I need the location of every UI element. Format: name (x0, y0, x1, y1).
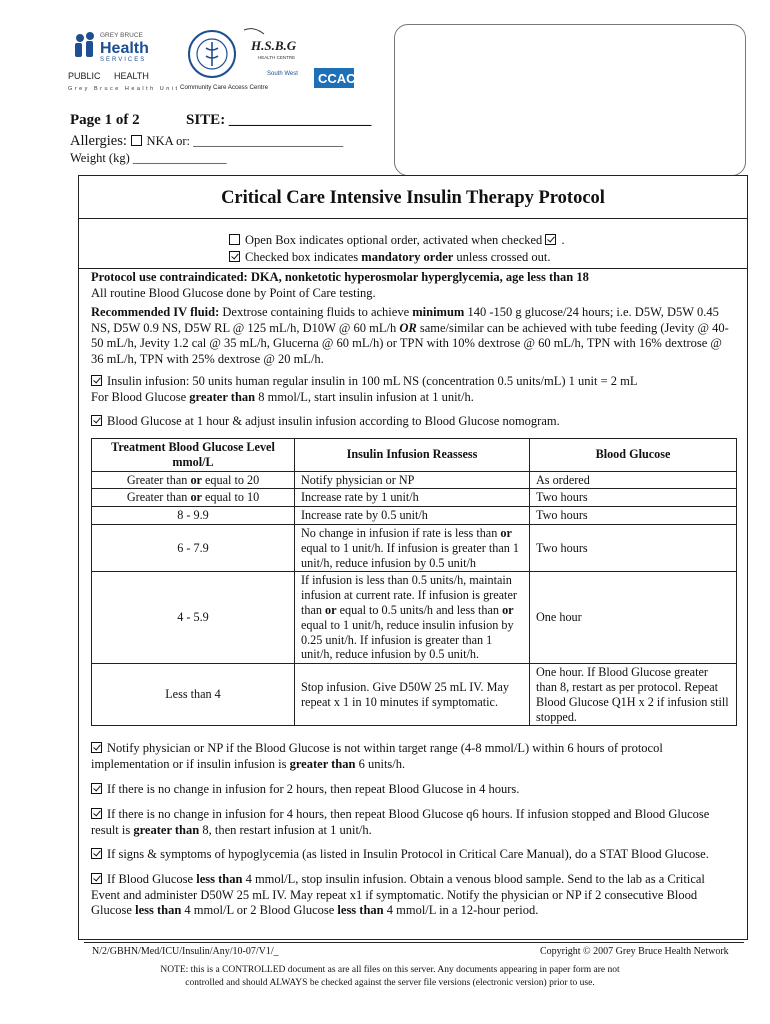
legend-open-text: Open Box indicates optional order, activated when checked (245, 233, 543, 247)
action-or: or (502, 602, 514, 617)
order-bold: less than (337, 903, 384, 917)
checked-box-icon (545, 234, 556, 245)
routine-text: All routine Blood Glucose done by Point of Care testing. (91, 285, 376, 300)
infusion-text: For Blood Glucose (91, 389, 190, 404)
svg-text:CCAC: CCAC (318, 71, 356, 86)
less-than-4-order (91, 872, 735, 919)
iv-minimum: minimum (412, 305, 465, 319)
action-text: equal to 1 unit/h, reduce insulin infusion by 0.25 unit/h. If infusion is greater than 1 unit/h, reduce infusion by 0.5 unit/h. (301, 617, 514, 662)
allergies-nka-text: NKA or: ________________________ (146, 134, 344, 148)
note-line: controlled and should ALWAYS be checked against the server file versions (electronic version) prior to use. (185, 978, 595, 988)
svg-text:H.S.B.G: H.S.B.G (251, 38, 297, 53)
level-cell: 6 - 7.9 (92, 524, 295, 571)
svg-text:HEALTH CENTRE: HEALTH CENTRE (258, 55, 296, 60)
order-text: If there is no change in infusion for 2 hours, then repeat Blood Glucose in 4 hours. (107, 782, 520, 796)
bg-cell: As ordered (530, 471, 737, 489)
hypoglycemia-order (91, 847, 735, 863)
footer-divider (84, 942, 744, 943)
table-row (92, 471, 737, 489)
level-text: Greater than (126, 490, 191, 505)
action-cell (295, 572, 530, 664)
bg-cell: One hour. If Blood Glucose greater than 8, restart as per protocol. Repeat Blood Glucose Q1H x 2 if infusion still stopped. (530, 664, 737, 726)
order-text: 4 mmol/L or 2 Blood Glucose (181, 903, 338, 917)
level-cell (92, 489, 295, 507)
action-or: or (500, 525, 512, 540)
document-code: N/2/GBHN/Med/ICU/Insulin/Any/10-07/V1/_ (92, 946, 279, 957)
table-row (92, 489, 737, 507)
bg-cell: Two hours (530, 489, 737, 507)
order-bold: less than (196, 872, 243, 886)
action-cell: Increase rate by 0.5 unit/h (295, 507, 530, 525)
table-row (92, 524, 737, 571)
allergies-label: Allergies: (70, 133, 131, 149)
checked-box-icon[interactable] (91, 375, 102, 386)
nka-checkbox[interactable] (131, 135, 142, 146)
svg-text:Grey Bruce Health Unit: Grey Bruce Health Unit (68, 86, 180, 92)
bg-hour-order (91, 414, 735, 430)
allergies-field[interactable] (70, 133, 343, 150)
col-header-infusion: Insulin Infusion Reassess (295, 439, 530, 472)
legend-checked-post: unless crossed out. (453, 250, 551, 264)
col-header-level: Treatment Blood Glucose Level mmol/L (92, 439, 295, 472)
order-bold: greater than (133, 822, 200, 837)
checked-box-icon (229, 251, 240, 262)
svg-text:HEALTH: HEALTH (114, 71, 149, 81)
controlled-document-note (100, 964, 680, 990)
logo-banner (66, 26, 366, 98)
bg-nomogram-table (91, 438, 737, 726)
legend: Open Box indicates optional order, activated when checked . Checked box indicates mandatory order unless crossed out. (229, 232, 565, 266)
page-number: Page 1 of 2 (70, 112, 140, 128)
open-box-icon (229, 234, 240, 245)
no-change-4h-order (91, 807, 735, 838)
legend-mandatory: mandatory order (361, 250, 454, 264)
checked-box-icon[interactable] (91, 873, 102, 884)
iv-text: 140 -150 g glucose/24 hours; i.e. D5W, D5W 0.45 NS, D5W 0.9 NS, D5W RL @ 125 mL/h, D10W @ 60 mL/h (91, 305, 719, 335)
patient-label-box (394, 24, 746, 176)
checked-box-icon[interactable] (91, 783, 102, 794)
svg-text:GREY BRUCE: GREY BRUCE (100, 32, 143, 39)
protocol-box (78, 175, 748, 940)
action-text: equal to 1 unit/h. If infusion is greater than 1 unit/h, reduce infusion by 0.5 unit/h (301, 540, 519, 570)
checked-box-icon[interactable] (91, 742, 102, 753)
level-cell: 8 - 9.9 (92, 507, 295, 525)
order-text: 6 units/h. (355, 756, 406, 771)
action-cell: Notify physician or NP (295, 471, 530, 489)
order-bold: less than (135, 903, 182, 917)
order-text: 8, then restart infusion at 1 unit/h. (199, 822, 372, 837)
action-cell: Stop infusion. Give D50W 25 mL IV. May repeat x 1 in 10 minutes if symptomatic. (295, 664, 530, 726)
bg-cell: Two hours (530, 524, 737, 571)
action-text: equal to 0.5 units/h and less than (336, 602, 503, 617)
level-text: Greater than (126, 472, 191, 487)
legend-divider (79, 268, 747, 269)
order-bold: greater than (289, 756, 356, 771)
iv-text: same/similar can be achieved with tube feeding (Jevity @ 40-50 mL/h, Jevity 1.2 cal @ 35 mL/h, Glucerna @ 60 mL/h) or TPN with 10% dextrose @ 60 mL/h, TPN with 16% dextrose @ 36 mL/h, TPN with 25% dextrose @ 20 mL/h. (91, 320, 729, 366)
infusion-text: Insulin infusion: 50 units human regular insulin in 100 mL NS (concentration 0.5 units/mL) 1 unit = 2 mL (107, 374, 638, 388)
col-header-bg: Blood Glucose (530, 439, 737, 472)
level-cell: Less than 4 (92, 664, 295, 726)
contraindicated-text: Protocol use contraindicated: DKA, nonketotic hyperosmolar hyperglycemia, age less than 18 (91, 270, 589, 284)
notify-order (91, 741, 735, 772)
checked-box-icon[interactable] (91, 848, 102, 859)
checked-box-icon[interactable] (91, 415, 102, 426)
svg-text:Community Care Access Centre: Community Care Access Centre (180, 84, 269, 91)
svg-text:Health: Health (100, 40, 149, 57)
table-row (92, 664, 737, 726)
level-text: equal to 20 (201, 472, 260, 487)
infusion-greater: greater than (189, 389, 256, 404)
checked-box-icon[interactable] (91, 808, 102, 819)
title-divider (79, 218, 747, 219)
level-cell: 4 - 5.9 (92, 572, 295, 664)
order-text: 4 mmol/L in a 12-hour period. (383, 903, 539, 917)
svg-text:PUBLIC: PUBLIC (68, 71, 101, 81)
level-cell (92, 471, 295, 489)
bg-cell: Two hours (530, 507, 737, 525)
order-text: If Blood Glucose (107, 872, 197, 886)
table-row (92, 572, 737, 664)
legend-checked-text: Checked box indicates (245, 250, 362, 264)
svg-text:SERVICES: SERVICES (100, 57, 147, 63)
action-or: or (325, 602, 337, 617)
order-text: 4 mmol/L, stop insulin infusion. Obtain a venous blood sample. Send to the lab as a Critical Event and administer D50W 25 mL IV. May repeat x1 if symptomatic. Notify the physician or NP if 2 consecutive Blood Glucose (91, 872, 705, 917)
action-text: No change in infusion if rate is less than (301, 525, 501, 540)
health-services-logo (66, 26, 366, 98)
iv-or: OR (399, 320, 417, 335)
action-cell (295, 524, 530, 571)
level-or: or (190, 490, 202, 505)
copyright: Copyright © 2007 Grey Bruce Health Network (540, 946, 729, 957)
iv-text: Dextrose containing fluids to achieve (219, 305, 413, 319)
iv-fluid-section (91, 305, 735, 367)
weight-field[interactable]: Weight (kg) _______________ (70, 151, 227, 165)
action-text: If infusion is less than 0.5 units/h, maintain infusion at current rate. If infusion is greater than (301, 573, 517, 617)
note-line: NOTE: this is a CONTROLLED document as are all files on this server. Any documents appearing in paper form are not (160, 965, 620, 975)
order-text: If signs & symptoms of hypoglycemia (as listed in Insulin Protocol in Critical Care Manual), do a STAT Blood Glucose. (107, 847, 709, 861)
bg-cell: One hour (530, 572, 737, 664)
action-cell: Increase rate by 1 unit/h (295, 489, 530, 507)
contraindications (91, 270, 735, 301)
protocol-title: Critical Care Intensive Insulin Therapy Protocol (221, 188, 605, 208)
no-change-2h-order (91, 782, 735, 798)
insulin-infusion-order (91, 374, 735, 405)
level-or: or (190, 472, 202, 487)
table-row (92, 507, 737, 525)
infusion-text: 8 mmol/L, start insulin infusion at 1 unit/h. (255, 389, 474, 404)
bg-hour-text: Blood Glucose at 1 hour & adjust insulin infusion according to Blood Glucose nomogram. (107, 414, 560, 428)
svg-text:South West: South West (267, 71, 298, 77)
site-field[interactable]: SITE: ___________________ (186, 112, 372, 128)
order-text: If there is no change in infusion for 4 hours, then repeat Blood Glucose q6 hours. If infusion stopped and Blood Glucose result is (91, 807, 710, 837)
order-text: Notify physician or NP if the Blood Glucose is not within target range (4-8 mmol/L) within 6 hours of protocol implementation or if insulin infusion is (91, 741, 663, 771)
table-header-row (92, 439, 737, 472)
level-text: equal to 10 (201, 490, 260, 505)
iv-fluid-label: Recommended IV fluid: (91, 305, 220, 319)
